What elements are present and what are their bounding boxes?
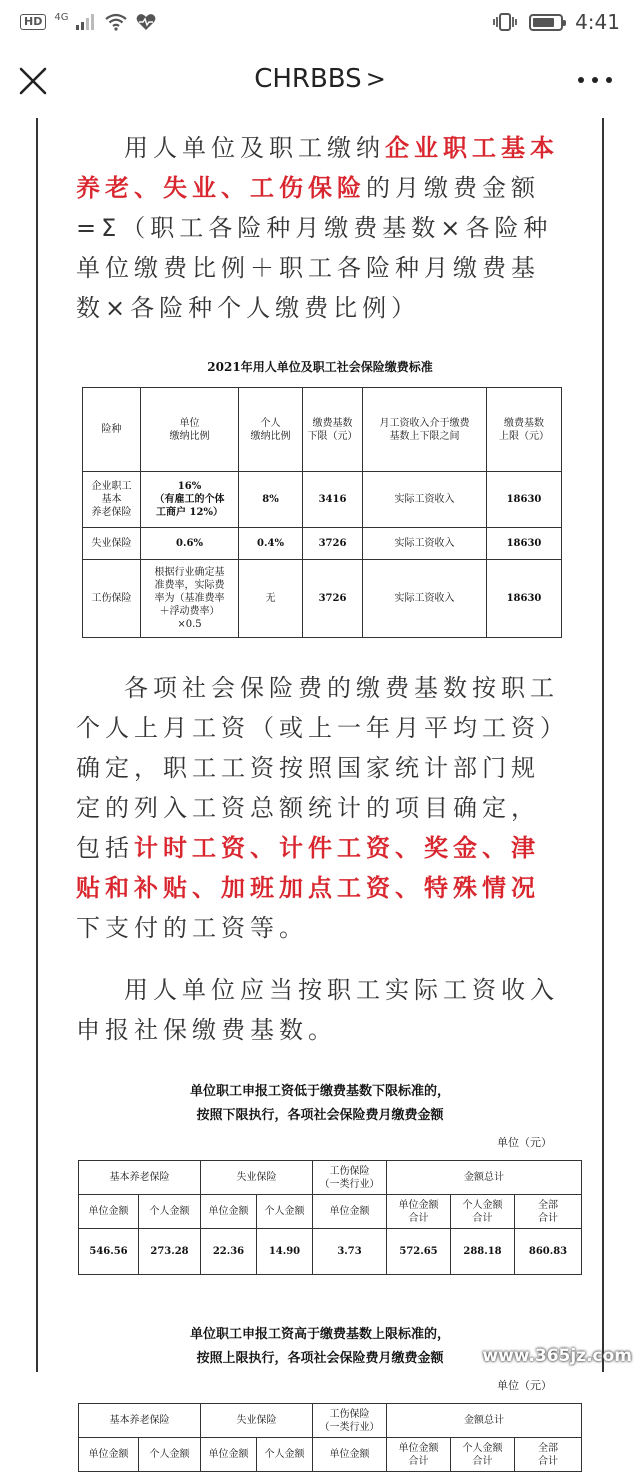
heart-pulse-icon [136, 13, 156, 31]
table-header: 单位金额 合计 [387, 1195, 451, 1229]
table-row [83, 528, 562, 560]
wifi-icon [104, 13, 128, 31]
hd-badge: HD [20, 14, 46, 30]
table-header: 单位金额 [201, 1438, 257, 1472]
table-cell: 546.56 [79, 1229, 139, 1275]
table-header: 个人金额 [139, 1438, 201, 1472]
table-cell: 0.6% [141, 528, 239, 560]
table-group-header: 工伤保险 （一类行业） [313, 1404, 387, 1438]
table1-title: 2021年用人单位及职工社会保险缴费标准 [207, 360, 433, 374]
table-group-header: 基本养老保险 [79, 1404, 201, 1438]
title-bar [0, 44, 640, 118]
more-menu-icon[interactable] [578, 74, 614, 86]
table2-title [38, 1080, 602, 1128]
p1-text-a: 用人单位及职工缴纳 [124, 134, 385, 162]
upper-limit-table [78, 1403, 582, 1472]
table-header: 个人金额 [257, 1438, 313, 1472]
table-cell: 18630 [487, 560, 562, 638]
table-cell: 14.90 [257, 1229, 313, 1275]
table-cell: 失业保险 [83, 528, 141, 560]
table-header: 个人金额 合计 [451, 1438, 515, 1472]
table-group-header: 失业保险 [201, 1161, 313, 1195]
table-group-header: 基本养老保险 [79, 1161, 201, 1195]
table-cell: 16% （有雇工的个体 工商户 12%） [141, 472, 239, 528]
p1-highlight: 企业职工基本养老、失业、工伤保险 [76, 134, 559, 202]
table-cell: 实际工资收入 [363, 560, 487, 638]
p1-text-c: 的月缴费金额=Σ（职工各险种月缴费基数×各险种单位缴费比例＋职工各险种月缴费基数×各险种个人缴费比例） [76, 174, 553, 322]
table3-unit: 单位（元） [497, 1379, 552, 1392]
page-title[interactable] [0, 64, 640, 94]
table-cell: 3726 [303, 528, 363, 560]
table-cell: 22.36 [201, 1229, 257, 1275]
table-cell: 实际工资收入 [363, 528, 487, 560]
table-header: 单位金额 [79, 1195, 139, 1229]
p2-text-a: 各项社会保险费的缴费基数按职工个人上月工资（或上一年月平均工资）确定，职工工资按照国家统计部门规定的列入工资总额统计的项目确定，包括 [76, 674, 559, 862]
table-header: 月工资收入介于缴费 基数上下限之间 [363, 388, 487, 472]
table-row [83, 472, 562, 528]
table-group-header: 失业保险 [201, 1404, 313, 1438]
table-header: 个人金额 [257, 1195, 313, 1229]
table-header: 个人 缴纳比例 [239, 388, 303, 472]
table-cell: 8% [239, 472, 303, 528]
table-group-header: 工伤保险 （一类行业） [313, 1161, 387, 1195]
table-cell: 18630 [487, 528, 562, 560]
table-group-header: 金额总计 [387, 1404, 582, 1438]
signal-icon [76, 14, 96, 30]
title-text: CHRBBS [254, 64, 362, 94]
table-row [79, 1229, 582, 1275]
table-header: 单位金额 [79, 1438, 139, 1472]
battery-icon [529, 14, 563, 31]
table-header: 单位金额 [201, 1195, 257, 1229]
table-header: 个人金额 合计 [451, 1195, 515, 1229]
table-header: 单位 缴纳比例 [141, 388, 239, 472]
watermark: www.365jz.com [482, 1346, 632, 1366]
table-cell: 3.73 [313, 1229, 387, 1275]
vibrate-icon [493, 13, 517, 31]
table-cell: 3416 [303, 472, 363, 528]
table-header: 单位金额 [313, 1438, 387, 1472]
clock: 4:41 [575, 10, 620, 34]
table-cell: 无 [239, 560, 303, 638]
table-cell: 288.18 [451, 1229, 515, 1275]
paragraph-3: 用人单位应当按职工实际工资收入申报社保缴费基数。 [76, 976, 559, 1044]
table-cell: 3726 [303, 560, 363, 638]
table-cell: 工伤保险 [83, 560, 141, 638]
table-header: 缴费基数 下限（元） [303, 388, 363, 472]
status-bar [0, 0, 640, 44]
table-header: 个人金额 [139, 1195, 201, 1229]
table-cell: 实际工资收入 [363, 472, 487, 528]
table3-title-line1: 单位职工申报工资高于缴费基数上限标准的， [189, 1327, 450, 1342]
article-content [36, 118, 604, 1467]
table-row [83, 560, 562, 638]
network-type: 4G [54, 11, 69, 23]
table-cell: 273.28 [139, 1229, 201, 1275]
table3-title-line2: 按照上限执行，各项社会保险费月缴费金额 [196, 1351, 444, 1366]
table-header: 险种 [83, 388, 141, 472]
table-header: 全部 合计 [515, 1195, 582, 1229]
table-header: 缴费基数 上限（元） [487, 388, 562, 472]
contribution-standard-table [82, 387, 562, 638]
table-group-header: 金额总计 [387, 1161, 582, 1195]
table2-title-line1: 单位职工申报工资低于缴费基数下限标准的， [189, 1084, 450, 1099]
table-cell: 860.83 [515, 1229, 582, 1275]
table-cell: 18630 [487, 472, 562, 528]
table-cell: 根据行业确定基 准费率，实际费 率为（基准费率 ＋浮动费率） ×0.5 [141, 560, 239, 638]
table-cell: 企业职工 基本 养老保险 [83, 472, 141, 528]
table-cell: 0.4% [239, 528, 303, 560]
chevron-right-icon: > [365, 65, 386, 93]
table-header: 全部 合计 [515, 1438, 582, 1472]
table-header: 单位金额 [313, 1195, 387, 1229]
paragraph-2 [38, 668, 602, 948]
table2-title-line2: 按照下限执行，各项社会保险费月缴费金额 [196, 1108, 444, 1123]
table-cell: 572.65 [387, 1229, 451, 1275]
table-header: 单位金额 合计 [387, 1438, 451, 1472]
p2-text-c: 下支付的工资等。 [76, 914, 308, 942]
lower-limit-table [78, 1160, 582, 1275]
paragraph-1 [38, 128, 602, 328]
p2-highlight: 计时工资、计件工资、奖金、津贴和补贴、加班加点工资、特殊情况 [76, 834, 540, 902]
table2-unit: 单位（元） [497, 1136, 552, 1149]
